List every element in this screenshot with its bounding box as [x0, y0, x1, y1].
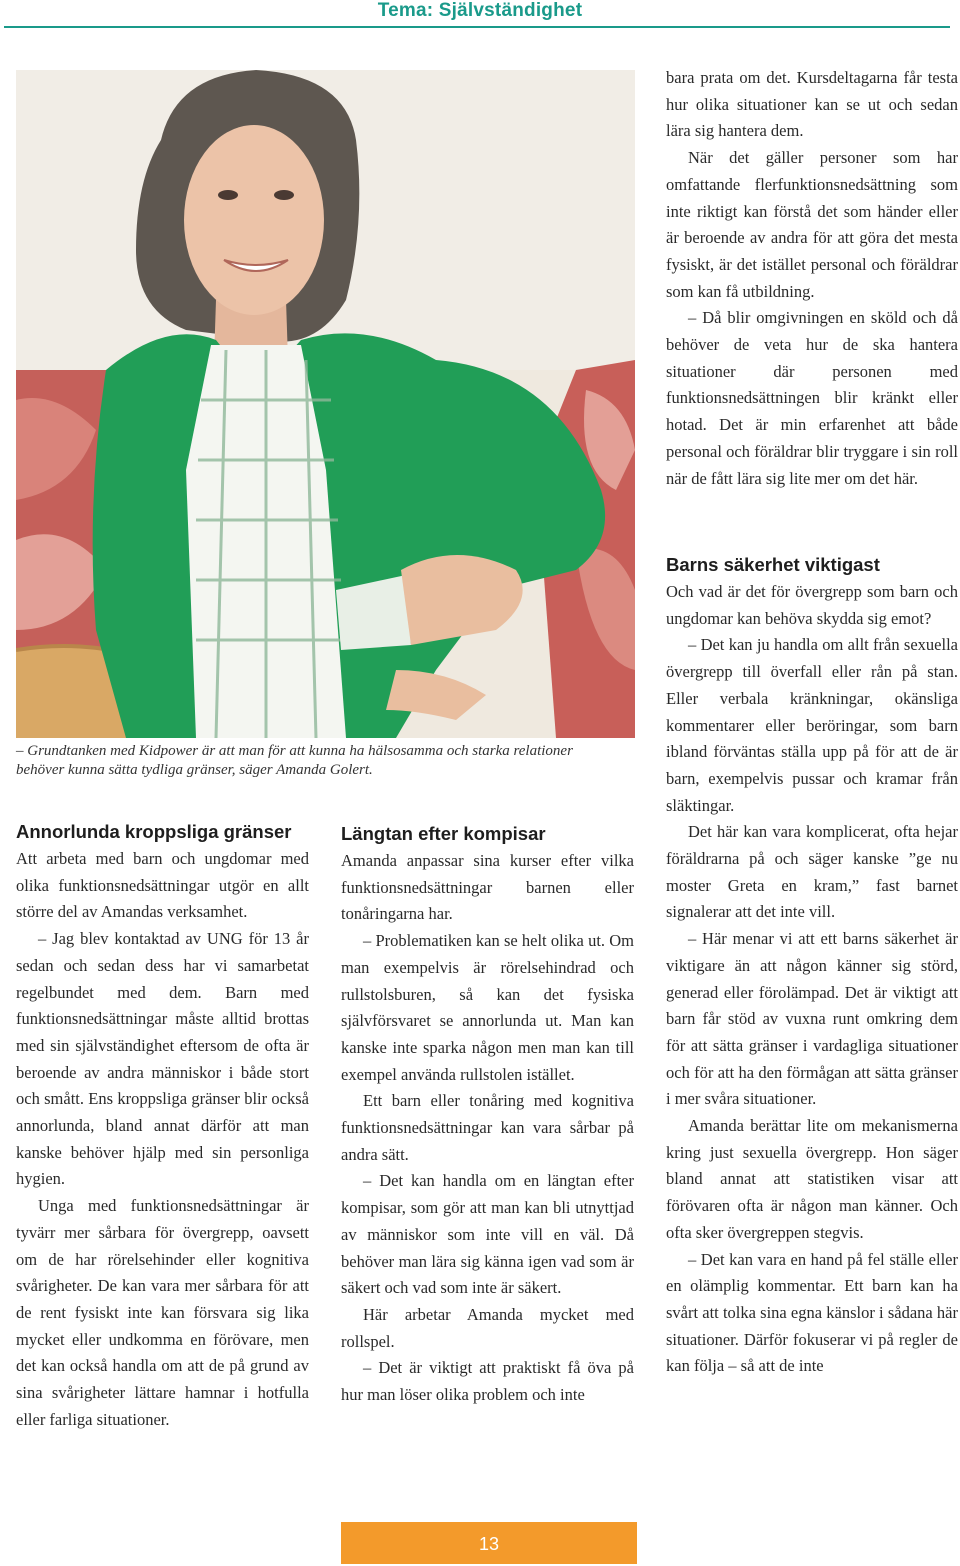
portrait-photo	[16, 70, 635, 738]
paragraph: – Här menar vi att ett barns säkerhet är viktigare än att någon känner sig störd, generad eller förolämpad. Det är viktigt att barn får stöd av vuxna runt omkring dem för att sätta gränser i vardagliga situationer och för att ha den förmågan att sätta gränser i mer svåra situationer.	[666, 929, 958, 1109]
section-heading: Längtan efter kompisar	[341, 823, 546, 844]
paragraph: Det här kan vara komplicerat, ofta hejar föräldrarna på och säger kanske ”ge nu moster Greta en kram,” fast barnet signalerar att det inte vill.	[666, 822, 958, 922]
paragraph: Här arbetar Amanda mycket med rollspel.	[341, 1304, 634, 1351]
paragraph: Ett barn eller tonåring med kognitiva funktionsnedsättningar kan vara sårbar på andra sätt.	[341, 1091, 634, 1164]
header-rule	[4, 26, 950, 28]
article-column-2	[341, 820, 634, 1409]
paragraph: – Problematiken kan se helt olika ut. Om man exempelvis är rörelsehindrad och rullstolsburen, så kan det fysiska självförsvaret se annorlunda ut. Man kan kanske inte sparka någon men man kan till exempel använda rullstolen istället.	[341, 931, 634, 1084]
page-header	[0, 0, 960, 28]
paragraph: – Då blir omgivningen en sköld och då behöver de veta hur de ska hantera situationer där personen med funktionsnedsättningen blir kränkt eller hotad. Det är min erfarenhet att både personal och föräldrar blir tryggare i sin roll när de fått lära sig lite mer om det här.	[666, 308, 958, 488]
portrait-illustration	[16, 70, 635, 738]
paragraph: Att arbeta med barn och ungdomar med olika funktionsnedsättningar utgör en allt större del av Amandas verksamhet.	[16, 849, 309, 922]
article-column-3-bottom	[666, 551, 958, 1380]
article-column-3-top	[666, 65, 958, 492]
article-column-1	[16, 818, 309, 1433]
paragraph: Amanda berättar lite om mekanismerna kring just sexuella övergrepp. Hon säger bland annat att statistiken visar att förövaren ofta är någon man känner. Och ofta sker övergreppen stegvis.	[666, 1116, 958, 1242]
paragraph: Och vad är det för övergrepp som barn och ungdomar kan behöva skydda sig emot?	[666, 582, 958, 628]
page-number: 13	[341, 1522, 637, 1564]
header-title: Tema: Självständighet	[377, 0, 583, 21]
paragraph: – Det är viktigt att praktiskt få öva på hur man löser olika problem och inte	[341, 1358, 634, 1405]
paragraph: Amanda anpassar sina kurser efter vilka funktionsnedsättningar barnen eller tonåringarna har.	[341, 851, 634, 924]
section-heading: Annorlunda kroppsliga gränser	[16, 821, 292, 842]
paragraph: När det gäller personer som har omfattande flerfunktionsnedsättning som inte riktigt kan förstå det som händer eller är beroende av andra för att göra det mesta fysiskt, är det istället personal och föräldrar som kan få utbildning.	[666, 148, 958, 301]
paragraph: – Det kan handla om en längtan efter kompisar, som gör att man kan bli utnyttjad av människor som inte vill en väl. Då behöver man lära sig känna igen vad som är säkert och vad som inte är säkert.	[341, 1171, 634, 1298]
paragraph: bara prata om det. Kursdeltagarna får testa hur olika situationer kan se ut och sedan lära sig hantera dem.	[666, 68, 958, 141]
paragraph: Unga med funktionsnedsättningar är tyvärr mer sårbara för övergrepp, oavsett om de har rörelsehinder eller kognitiva svårigheter. De kan vara mer sårbara för att de rent fysiskt inte kan försvara sig lika mycket eller undkomma en förövare, men det kan också handla om att de på grund av sina svårigheter lättare hamnar i hotfulla eller farliga situationer.	[16, 1196, 309, 1429]
paragraph: – Jag blev kontaktad av UNG för 13 år sedan och sedan dess har vi samarbetat regelbundet med dem. Barn med funktionsnedsättningar måste alltid brottas med sin självständighet eftersom de ofta är beroende av andra människor i både stort och smått. Ens kroppsliga gränser blir också annorlunda, bland annat därför att man kanske behöver hjälp med sin personliga hygien.	[16, 929, 309, 1189]
paragraph: – Det kan vara en hand på fel ställe eller en olämplig kommentar. Ett barn kan ha svårt att tolka sina egna känslor i sådana här situationer. Därför fokuserar vi på regler de kan följa – så att de inte	[666, 1249, 958, 1376]
photo-caption: – Grundtanken med Kidpower är att man för att kunna ha hälsosamma och starka relationer behöver kunna sätta tydliga gränser, säger Amanda Golert.	[16, 743, 573, 778]
paragraph: – Det kan ju handla om allt från sexuella övergrepp till överfall eller rån på stan. Eller verbala kränkningar, okänsliga kommentarer eller beröringar, som barn ibland förväntas ställa upp på för att de är barn, exempelvis pussar och kramar från släktingar.	[666, 635, 958, 815]
section-heading: Barns säkerhet viktigast	[666, 554, 880, 575]
